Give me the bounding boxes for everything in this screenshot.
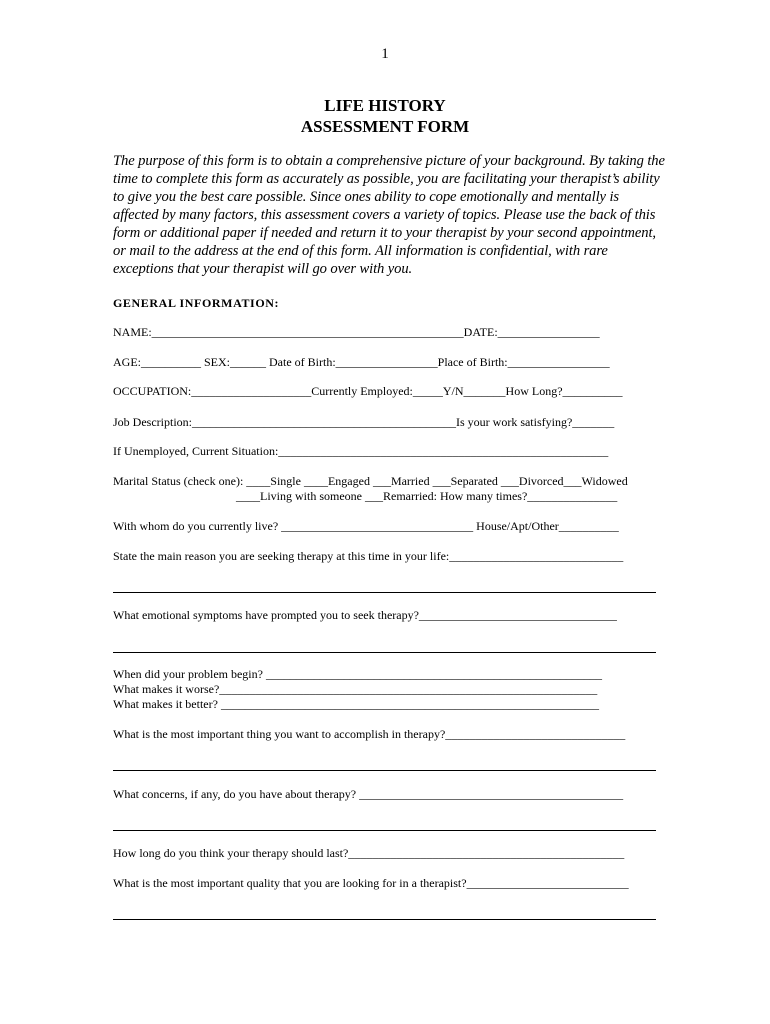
title-line-2: ASSESSMENT FORM	[300, 117, 470, 136]
age-sex-dob-line[interactable]: AGE:__________ SEX:______ Date of Birth:_________________Place of Birth:_________________	[113, 355, 610, 369]
emotional-symptoms-line[interactable]: What emotional symptoms have prompted you to seek therapy?_________________________________	[113, 608, 617, 622]
job-description-line[interactable]: Job Description:____________________________________________Is your work satisfying?_______	[113, 415, 615, 429]
therapist-quality-line[interactable]: What is the most important quality that you are looking for in a therapist?___________________________	[113, 876, 629, 890]
answer-blank[interactable]	[113, 592, 656, 593]
makes-better-line[interactable]: What makes it better? _______________________________________________________________	[113, 697, 599, 711]
title-line-1: LIFE HISTORY	[324, 96, 446, 115]
form-title	[0, 95, 770, 137]
main-reason-line[interactable]: State the main reason you are seeking therapy at this time in your life:_____________________________	[113, 549, 624, 563]
marital-status-line-2[interactable]: ____Living with someone ___Remarried: How many times?_______________	[113, 489, 618, 503]
answer-blank[interactable]	[113, 830, 656, 831]
answer-blank[interactable]	[113, 652, 656, 653]
problem-begin-line[interactable]: When did your problem begin? ________________________________________________________	[113, 667, 602, 681]
page-number: 1	[381, 46, 389, 62]
makes-worse-line[interactable]: What makes it worse?_______________________________________________________________	[113, 682, 598, 696]
concerns-line[interactable]: What concerns, if any, do you have about therapy? ____________________________________________	[113, 787, 624, 801]
answer-blank[interactable]	[113, 919, 656, 920]
marital-status-line[interactable]: Marital Status (check one): ____Single ____Engaged ___Married ___Separated ___Divorced___Widowed	[113, 474, 628, 488]
section-heading: GENERAL INFORMATION:	[113, 296, 280, 310]
therapy-length-line[interactable]: How long do you think your therapy should last?______________________________________________	[113, 846, 625, 860]
accomplish-line[interactable]: What is the most important thing you want to accomplish in therapy?______________________________	[113, 727, 626, 741]
live-with-line[interactable]: With whom do you currently live? ________________________________ House/Apt/Other__________	[113, 519, 619, 533]
occupation-line[interactable]: OCCUPATION:____________________Currently Employed:_____Y/N_______How Long?__________	[113, 384, 623, 398]
intro-paragraph: The purpose of this form is to obtain a comprehensive picture of your background. By taking the time to complete this form as accurately as possible, you are facilitating your therapist’s ability to give you the best care possible. Since ones ability to cope emotionally and mentally is affected by many factors, this assessment covers a variety of topics. Please use the back of this form or additional paper if needed and return it to your therapist by your second appointment, or mail to the address at the end of this form. All information is confidential, with rare exceptions that your therapist will go over with you.	[113, 153, 665, 277]
answer-blank[interactable]	[113, 770, 656, 771]
name-date-line[interactable]: NAME:____________________________________________________DATE:_________________	[113, 325, 600, 339]
unemployed-situation-line[interactable]: If Unemployed, Current Situation:_______________________________________________________	[113, 444, 609, 458]
